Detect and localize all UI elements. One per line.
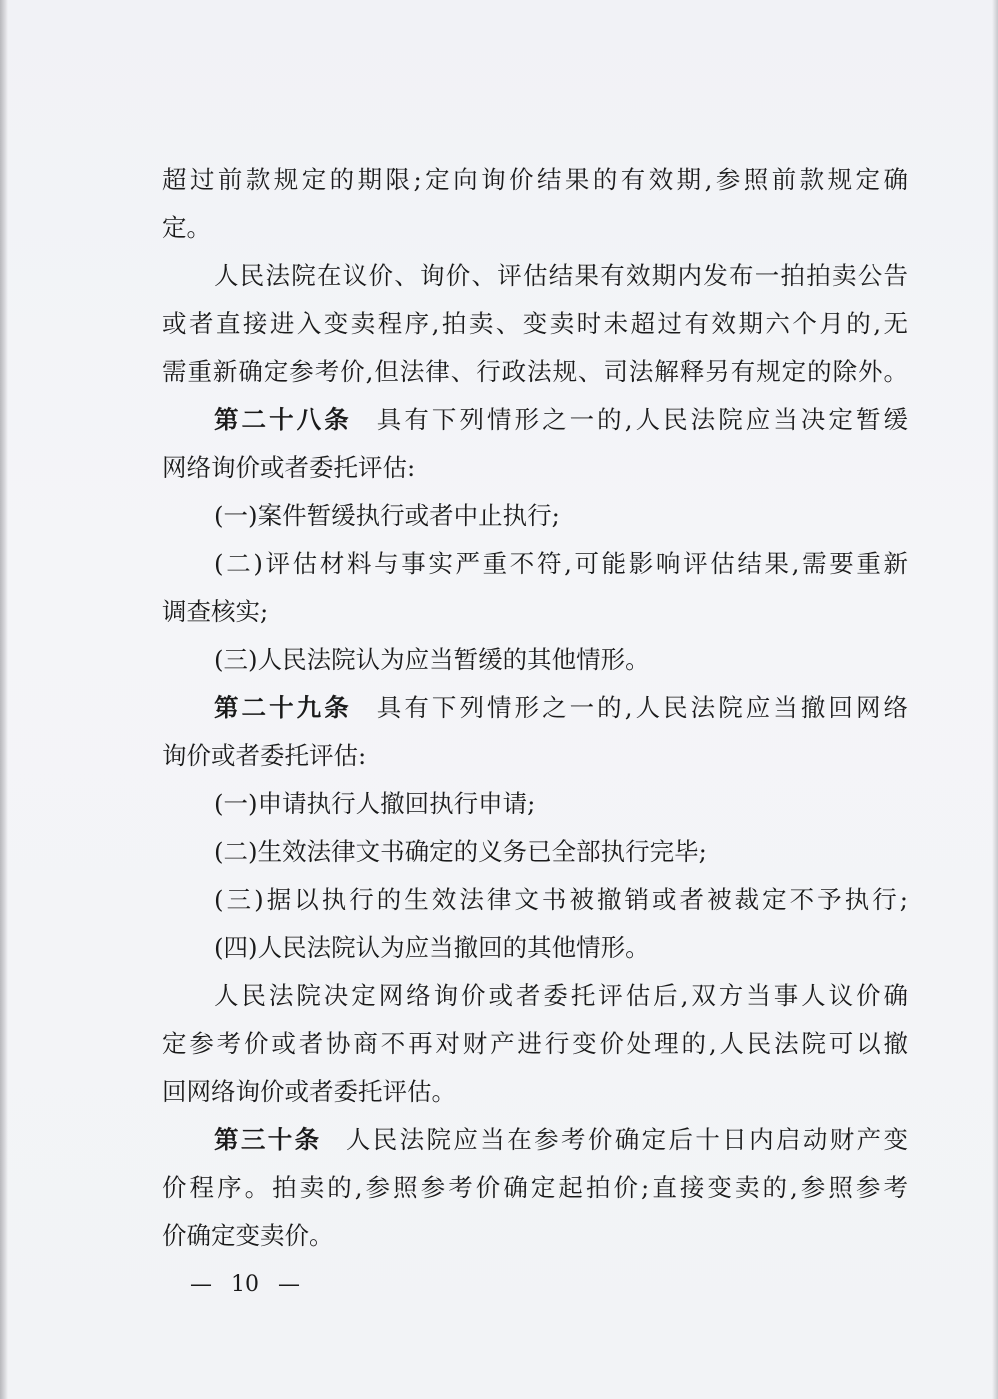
text-line [162,732,908,780]
line-text: (四)人民法院认为应当撤回的其他情形。 [214,933,650,962]
page-number [178,1268,312,1302]
line-text: 回网络询价或者委托评估。 [162,1077,456,1106]
scan-edge-right [992,0,998,1399]
line-text: 询价或者委托评估: [162,741,367,770]
article-heading-line [162,684,908,732]
text-line [162,492,908,540]
text-line [162,1164,908,1212]
line-text: 人民法院决定网络询价或者委托评估后,双方当事人议价确 [214,981,908,1010]
text-line [162,972,908,1020]
body-text [162,156,908,1260]
text-line [162,1212,908,1260]
article-number: 第二十八条 [214,405,352,434]
article-number: 第三十条 [214,1125,322,1154]
line-text: (二)评估材料与事实严重不符,可能影响评估结果,需要重新 [214,549,908,578]
text-line [162,636,908,684]
line-text: 人民法院应当在参考价确定后十日内启动财产变 [343,1125,908,1154]
text-line [162,348,908,396]
text-line [162,540,908,588]
text-line [162,204,908,252]
text-line [162,156,908,204]
text-line [162,924,908,972]
line-text: (三)人民法院认为应当暂缓的其他情形。 [214,645,650,674]
line-text: (一)案件暂缓执行或者中止执行; [214,501,560,530]
text-line [162,588,908,636]
line-text: 价确定变卖价。 [162,1221,334,1250]
line-text: 定参考价或者协商不再对财产进行变价处理的,人民法院可以撤 [162,1029,908,1058]
line-text: 具有下列情形之一的,人民法院应当撤回网络 [373,693,908,722]
text-line [162,828,908,876]
line-text: 人民法院在议价、询价、评估结果有效期内发布一拍拍卖公告 [214,261,908,290]
line-text: 需重新确定参考价,但法律、行政法规、司法解释另有规定的除外。 [162,357,908,386]
page-number-value: 10 [231,1272,259,1297]
text-line [162,1068,908,1116]
line-text: 价程序。拍卖的,参照参考价确定起拍价;直接变卖的,参照参考 [162,1173,908,1202]
text-line [162,780,908,828]
line-text: 定。 [162,213,211,242]
text-line [162,1020,908,1068]
line-text: (一)申请执行人撤回执行申请; [214,789,536,818]
text-line [162,252,908,300]
line-text: 或者直接进入变卖程序,拍卖、变卖时未超过有效期六个月的,无 [162,309,908,338]
line-text: 超过前款规定的期限;定向询价结果的有效期,参照前款规定确 [162,165,908,194]
text-line [162,876,908,924]
article-number: 第二十九条 [214,693,352,722]
line-text: 调查核实; [162,597,269,626]
text-line [162,444,908,492]
page-number-dash-left: — [190,1272,212,1297]
scan-edge-left [0,0,8,1399]
line-text: (三)据以执行的生效法律文书被撤销或者被裁定不予执行; [214,885,908,914]
article-heading-line [162,396,908,444]
page-number-dash-right: — [278,1272,300,1297]
line-text: (二)生效法律文书确定的义务已全部执行完毕; [214,837,707,866]
article-heading-line [162,1116,908,1164]
line-text: 网络询价或者委托评估: [162,453,416,482]
line-text: 具有下列情形之一的,人民法院应当决定暂缓 [373,405,908,434]
text-line [162,300,908,348]
